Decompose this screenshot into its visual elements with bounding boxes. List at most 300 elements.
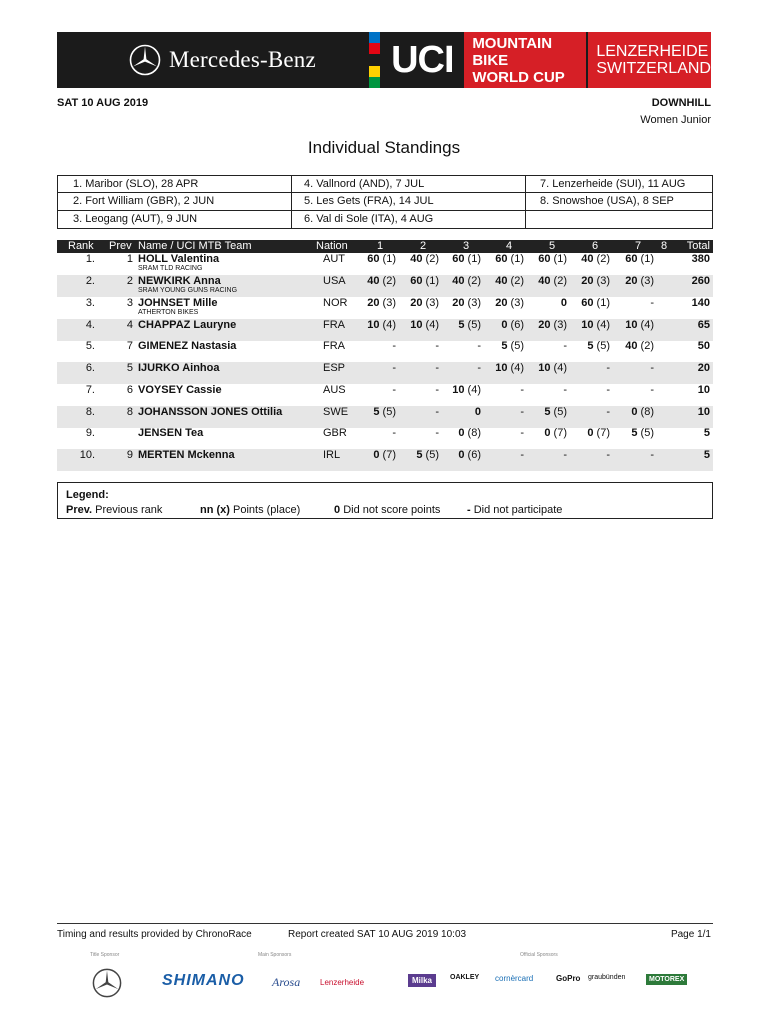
points: 5 <box>373 406 380 418</box>
legend-prev: Prev. Previous rank <box>66 504 163 516</box>
table-row <box>57 384 713 406</box>
place: (4) <box>553 362 567 374</box>
points: 0 <box>501 319 508 331</box>
round-6-cell <box>566 275 610 287</box>
place: (5) <box>382 406 396 418</box>
total-cell: 380 <box>691 253 710 265</box>
points: - <box>606 449 610 461</box>
event-date: SAT 10 AUG 2019 <box>57 97 149 109</box>
place: (1) <box>467 253 481 265</box>
round-7-cell <box>610 427 654 439</box>
round-1-cell <box>352 362 396 374</box>
points: 20 <box>495 297 508 309</box>
timing-credit: Timing and results provided by ChronoRace <box>57 929 252 940</box>
points: - <box>606 384 610 396</box>
rider-team: ATHERTON BIKES <box>138 309 199 316</box>
place: (7) <box>553 427 567 439</box>
total-cell: 10 <box>697 406 710 418</box>
rank-cell: 8. <box>85 406 95 418</box>
round-6-cell <box>566 406 610 418</box>
rider-name: GIMENEZ Nastasia <box>138 340 237 352</box>
table-row <box>57 253 713 275</box>
round-4-cell <box>480 253 524 265</box>
event-cell: 1. Maribor (SLO), 28 APR <box>58 176 292 193</box>
round-5-cell <box>523 253 567 265</box>
points: 5 <box>631 427 638 439</box>
col-name: Name / UCI MTB Team <box>138 240 252 252</box>
points: 5 <box>458 319 465 331</box>
rider-name: HOLL Valentina <box>138 253 220 265</box>
round-2-cell <box>395 253 439 265</box>
points: 5 <box>587 340 594 352</box>
points: 0 <box>373 449 380 461</box>
points: - <box>477 362 481 374</box>
rider-team: SRAM YOUNG GUNS RACING <box>138 287 238 294</box>
round-6-cell <box>566 362 610 374</box>
points: - <box>392 340 396 352</box>
total-cell: 10 <box>697 384 710 396</box>
round-2-cell <box>395 449 439 461</box>
points: 10 <box>367 319 380 331</box>
report-created: Report created SAT 10 AUG 2019 10:03 <box>288 929 467 940</box>
points: 40 <box>625 340 638 352</box>
points: - <box>650 449 654 461</box>
total-cell: 140 <box>691 297 710 309</box>
rider-team: SRAM TLD RACING <box>138 265 203 272</box>
col-round-6: 6 <box>592 240 599 252</box>
round-5-cell <box>523 406 567 418</box>
round-6-cell <box>566 427 610 439</box>
legend-dash: - Did not participate <box>467 504 563 516</box>
sponsor-milka: Milka <box>408 974 436 987</box>
round-4-cell <box>480 297 524 309</box>
prev-cell: 2 <box>126 275 133 287</box>
points: 40 <box>452 275 465 287</box>
rank-cell: 2. <box>85 275 95 287</box>
round-6-cell <box>566 340 610 352</box>
table-row <box>57 449 713 471</box>
rider-name: VOYSEY Cassie <box>138 384 222 396</box>
round-6-cell <box>566 297 610 309</box>
points: 40 <box>538 275 551 287</box>
place: (3) <box>510 297 524 309</box>
place: (8) <box>467 427 481 439</box>
nation-cell: AUT <box>323 253 345 265</box>
uci-rainbow-stripes <box>369 32 380 88</box>
rank-cell: 1. <box>85 253 95 265</box>
round-4-cell <box>480 384 524 396</box>
points: - <box>392 427 396 439</box>
points: - <box>563 384 567 396</box>
round-5-cell <box>523 340 567 352</box>
points: 0 <box>458 449 465 461</box>
round-3-cell <box>437 319 481 331</box>
round-4-cell <box>480 340 524 352</box>
total-cell: 50 <box>697 340 710 352</box>
place: (1) <box>640 253 654 265</box>
rank-cell: 4. <box>85 319 95 331</box>
round-7-cell <box>610 406 654 418</box>
points: - <box>435 406 439 418</box>
points: - <box>650 362 654 374</box>
col-round-8: 8 <box>661 240 668 252</box>
round-3-cell <box>437 406 481 418</box>
place: (3) <box>553 319 567 331</box>
points: 20 <box>452 297 465 309</box>
points: - <box>435 340 439 352</box>
nation-cell: FRA <box>323 340 345 352</box>
points: - <box>650 297 654 309</box>
place: (1) <box>382 253 396 265</box>
place: (2) <box>640 340 654 352</box>
points: 0 <box>587 427 594 439</box>
points: - <box>435 427 439 439</box>
points: 10 <box>625 319 638 331</box>
place: (4) <box>640 319 654 331</box>
place: (3) <box>467 297 481 309</box>
round-2-cell <box>395 384 439 396</box>
event-title-block <box>464 32 711 88</box>
event-cell: 3. Leogang (AUT), 9 JUN <box>58 211 292 228</box>
rank-cell: 3. <box>85 297 95 309</box>
legend <box>57 482 713 519</box>
points: 60 <box>410 275 423 287</box>
title-sponsor-block <box>57 32 366 88</box>
round-7-cell <box>610 319 654 331</box>
events-grid <box>57 175 713 229</box>
points: 10 <box>581 319 594 331</box>
points: 60 <box>625 253 638 265</box>
points: - <box>392 362 396 374</box>
place: (1) <box>425 275 439 287</box>
rank-cell: 5. <box>85 340 95 352</box>
rank-cell: 9. <box>85 427 95 439</box>
rider-name: JOHANSSON JONES Ottilia <box>138 406 283 418</box>
points: - <box>563 449 567 461</box>
table-row <box>57 297 713 319</box>
sponsor-oakley: OAKLEY <box>450 974 480 981</box>
event-cell: 7. Lenzerheide (SUI), 11 AUG <box>526 176 712 193</box>
points: 10 <box>410 319 423 331</box>
rider-name: JENSEN Tea <box>138 427 204 439</box>
place: (2) <box>553 275 567 287</box>
place: (4) <box>425 319 439 331</box>
round-1-cell <box>352 340 396 352</box>
points: 10 <box>452 384 465 396</box>
points: 20 <box>410 297 423 309</box>
points: 60 <box>452 253 465 265</box>
table-row <box>57 340 713 362</box>
nation-cell: IRL <box>323 449 341 461</box>
round-5-cell <box>523 319 567 331</box>
nation-cell: USA <box>323 275 346 287</box>
col-nation: Nation <box>316 240 348 252</box>
table-row <box>57 275 713 297</box>
points: - <box>520 384 524 396</box>
round-5-cell <box>523 297 567 309</box>
round-3-cell <box>437 427 481 439</box>
page-number: Page 1/1 <box>670 929 711 940</box>
points: 40 <box>367 275 380 287</box>
event-cell: 8. Snowshoe (USA), 8 SEP <box>526 193 712 210</box>
sponsor-lenzerheide: Lenzerheide <box>320 978 365 987</box>
round-5-cell <box>523 384 567 396</box>
total-cell: 260 <box>691 275 710 287</box>
nation-cell: ESP <box>323 362 346 374</box>
event-name: MOUNTAIN BIKE WORLD CUP <box>464 32 588 88</box>
nation-cell: AUS <box>323 384 346 396</box>
place: (1) <box>553 253 567 265</box>
legend-zero: 0 Did not score points <box>334 504 441 516</box>
page-title: Individual Standings <box>307 138 461 157</box>
points: - <box>520 406 524 418</box>
place: (4) <box>510 362 524 374</box>
place: (2) <box>596 253 610 265</box>
points: 60 <box>367 253 380 265</box>
points: 5 <box>416 449 423 461</box>
points: 5 <box>544 406 551 418</box>
main-sponsors-label: Main Sponsors <box>258 952 292 958</box>
event-cell: 6. Val di Sole (ITA), 4 AUG <box>292 211 526 228</box>
points: - <box>650 384 654 396</box>
event-cell: 4. Vallnord (AND), 7 JUL <box>292 176 526 193</box>
round-7-cell <box>610 297 654 309</box>
points: - <box>477 340 481 352</box>
place: (7) <box>596 427 610 439</box>
place: (6) <box>467 449 481 461</box>
round-6-cell <box>566 319 610 331</box>
round-4-cell <box>480 319 524 331</box>
points: 5 <box>501 340 508 352</box>
rider-name: MERTEN Mckenna <box>138 449 235 461</box>
venue-name: LENZERHEIDE SWITZERLAND <box>596 43 711 77</box>
rider-name: IJURKO Ainhoa <box>138 362 220 374</box>
table-row <box>57 427 713 449</box>
col-round-7: 7 <box>635 240 642 252</box>
sponsor-cornercard: cornèrcard <box>495 974 534 983</box>
points: 0 <box>474 406 481 418</box>
header-banner <box>57 32 711 88</box>
legend-points: nn (x) Points (place) <box>200 504 301 516</box>
rider-name: JOHNSET Mille <box>138 297 218 309</box>
prev-cell: 1 <box>126 253 133 265</box>
round-2-cell <box>395 427 439 439</box>
prev-cell: 3 <box>126 297 133 309</box>
round-1-cell <box>352 427 396 439</box>
total-cell: 5 <box>703 427 710 439</box>
points: 0 <box>631 406 638 418</box>
round-5-cell <box>523 427 567 439</box>
round-2-cell <box>395 362 439 374</box>
discipline: DOWNHILL <box>651 97 711 109</box>
points: - <box>520 427 524 439</box>
col-rank: Rank <box>68 240 94 252</box>
place: (5) <box>553 406 567 418</box>
col-round-4: 4 <box>506 240 513 252</box>
round-3-cell <box>437 449 481 461</box>
round-1-cell <box>352 449 396 461</box>
round-2-cell <box>395 406 439 418</box>
round-7-cell <box>610 340 654 352</box>
event-cell: 2. Fort William (GBR), 2 JUN <box>58 193 292 210</box>
event-cell: 5. Les Gets (FRA), 14 JUL <box>292 193 526 210</box>
round-3-cell <box>437 253 481 265</box>
points: 20 <box>367 297 380 309</box>
total-cell: 5 <box>703 449 710 461</box>
place: (6) <box>510 319 524 331</box>
prev-cell: 6 <box>126 384 133 396</box>
sponsor-motorex: MOTOREX <box>646 974 687 985</box>
round-4-cell <box>480 449 524 461</box>
points: - <box>606 406 610 418</box>
col-round-1: 1 <box>377 240 384 252</box>
nation-cell: GBR <box>323 427 347 439</box>
prev-cell: 8 <box>126 406 133 418</box>
place: (2) <box>382 275 396 287</box>
place: (5) <box>596 340 610 352</box>
table-row <box>57 319 713 341</box>
place: (1) <box>510 253 524 265</box>
round-2-cell <box>395 319 439 331</box>
prev-cell: 7 <box>126 340 133 352</box>
mercedes-star-icon <box>92 968 122 998</box>
points: - <box>435 384 439 396</box>
col-total: Total <box>686 240 710 252</box>
points: 20 <box>581 275 594 287</box>
round-7-cell <box>610 384 654 396</box>
place: (8) <box>640 406 654 418</box>
points: - <box>563 340 567 352</box>
place: (3) <box>382 297 396 309</box>
round-1-cell <box>352 406 396 418</box>
rank-cell: 10. <box>79 449 95 461</box>
points: 20 <box>538 319 551 331</box>
col-round-5: 5 <box>549 240 556 252</box>
round-1-cell <box>352 384 396 396</box>
points: 20 <box>625 275 638 287</box>
points: 0 <box>458 427 465 439</box>
place: (3) <box>596 275 610 287</box>
title-sponsor-label: Title Sponsor <box>90 952 120 958</box>
round-7-cell <box>610 449 654 461</box>
footer-divider <box>57 923 713 924</box>
table-row <box>57 406 713 428</box>
points: 60 <box>581 297 594 309</box>
round-3-cell <box>437 275 481 287</box>
round-2-cell <box>395 275 439 287</box>
nation-cell: FRA <box>323 319 345 331</box>
round-7-cell <box>610 362 654 374</box>
prev-cell: 9 <box>126 449 133 461</box>
round-3-cell <box>437 362 481 374</box>
points: 40 <box>495 275 508 287</box>
brand-name: Mercedes-Benz <box>169 47 316 72</box>
place: (2) <box>510 275 524 287</box>
mercedes-star-icon <box>129 44 161 76</box>
points: 60 <box>538 253 551 265</box>
place: (5) <box>640 427 654 439</box>
round-3-cell <box>437 384 481 396</box>
col-prev: Prev <box>109 240 132 252</box>
category: Women Junior <box>640 114 711 126</box>
round-7-cell <box>610 275 654 287</box>
place: (3) <box>425 297 439 309</box>
points: 40 <box>410 253 423 265</box>
points: 60 <box>495 253 508 265</box>
sponsor-arosa: Arosa <box>272 975 301 989</box>
place: (3) <box>640 275 654 287</box>
round-1-cell <box>352 275 396 287</box>
rank-cell: 7. <box>85 384 95 396</box>
round-4-cell <box>480 362 524 374</box>
round-3-cell <box>437 297 481 309</box>
round-1-cell <box>352 253 396 265</box>
round-6-cell <box>566 253 610 265</box>
standings-table-header <box>57 240 713 253</box>
place: (4) <box>596 319 610 331</box>
points: - <box>520 449 524 461</box>
points: - <box>435 362 439 374</box>
col-round-2: 2 <box>420 240 427 252</box>
rank-cell: 6. <box>85 362 95 374</box>
place: (2) <box>467 275 481 287</box>
rider-name: NEWKIRK Anna <box>138 275 221 287</box>
place: (5) <box>425 449 439 461</box>
round-4-cell <box>480 275 524 287</box>
round-4-cell <box>480 427 524 439</box>
table-row <box>57 362 713 384</box>
round-2-cell <box>395 340 439 352</box>
place: (2) <box>425 253 439 265</box>
points: 40 <box>581 253 594 265</box>
col-round-3: 3 <box>463 240 470 252</box>
points: - <box>392 384 396 396</box>
place: (5) <box>467 319 481 331</box>
total-cell: 65 <box>697 319 710 331</box>
round-1-cell <box>352 297 396 309</box>
points: 10 <box>538 362 551 374</box>
round-2-cell <box>395 297 439 309</box>
prev-cell: 4 <box>126 319 133 331</box>
place: (1) <box>596 297 610 309</box>
round-5-cell <box>523 275 567 287</box>
place: (7) <box>382 449 396 461</box>
points: 0 <box>560 297 567 309</box>
sponsor-graubunden: graubünden <box>588 974 626 981</box>
place: (4) <box>382 319 396 331</box>
sponsor-gopro: GoPro <box>556 974 581 983</box>
place: (5) <box>510 340 524 352</box>
points: 0 <box>544 427 551 439</box>
round-5-cell <box>523 362 567 374</box>
place: (4) <box>467 384 481 396</box>
nation-cell: SWE <box>323 406 349 418</box>
uci-logo: UCI <box>391 38 454 81</box>
legend-title: Legend: <box>66 489 109 501</box>
prev-cell: 5 <box>126 362 133 374</box>
official-sponsors-label: Official Sponsors <box>520 952 558 958</box>
round-4-cell <box>480 406 524 418</box>
points: - <box>606 362 610 374</box>
sponsor-shimano: SHIMANO <box>162 972 245 989</box>
total-cell: 20 <box>697 362 710 374</box>
round-6-cell <box>566 449 610 461</box>
round-7-cell <box>610 253 654 265</box>
rider-name: CHAPPAZ Lauryne <box>138 319 237 331</box>
nation-cell: NOR <box>323 297 348 309</box>
event-cell <box>526 211 712 228</box>
round-5-cell <box>523 449 567 461</box>
